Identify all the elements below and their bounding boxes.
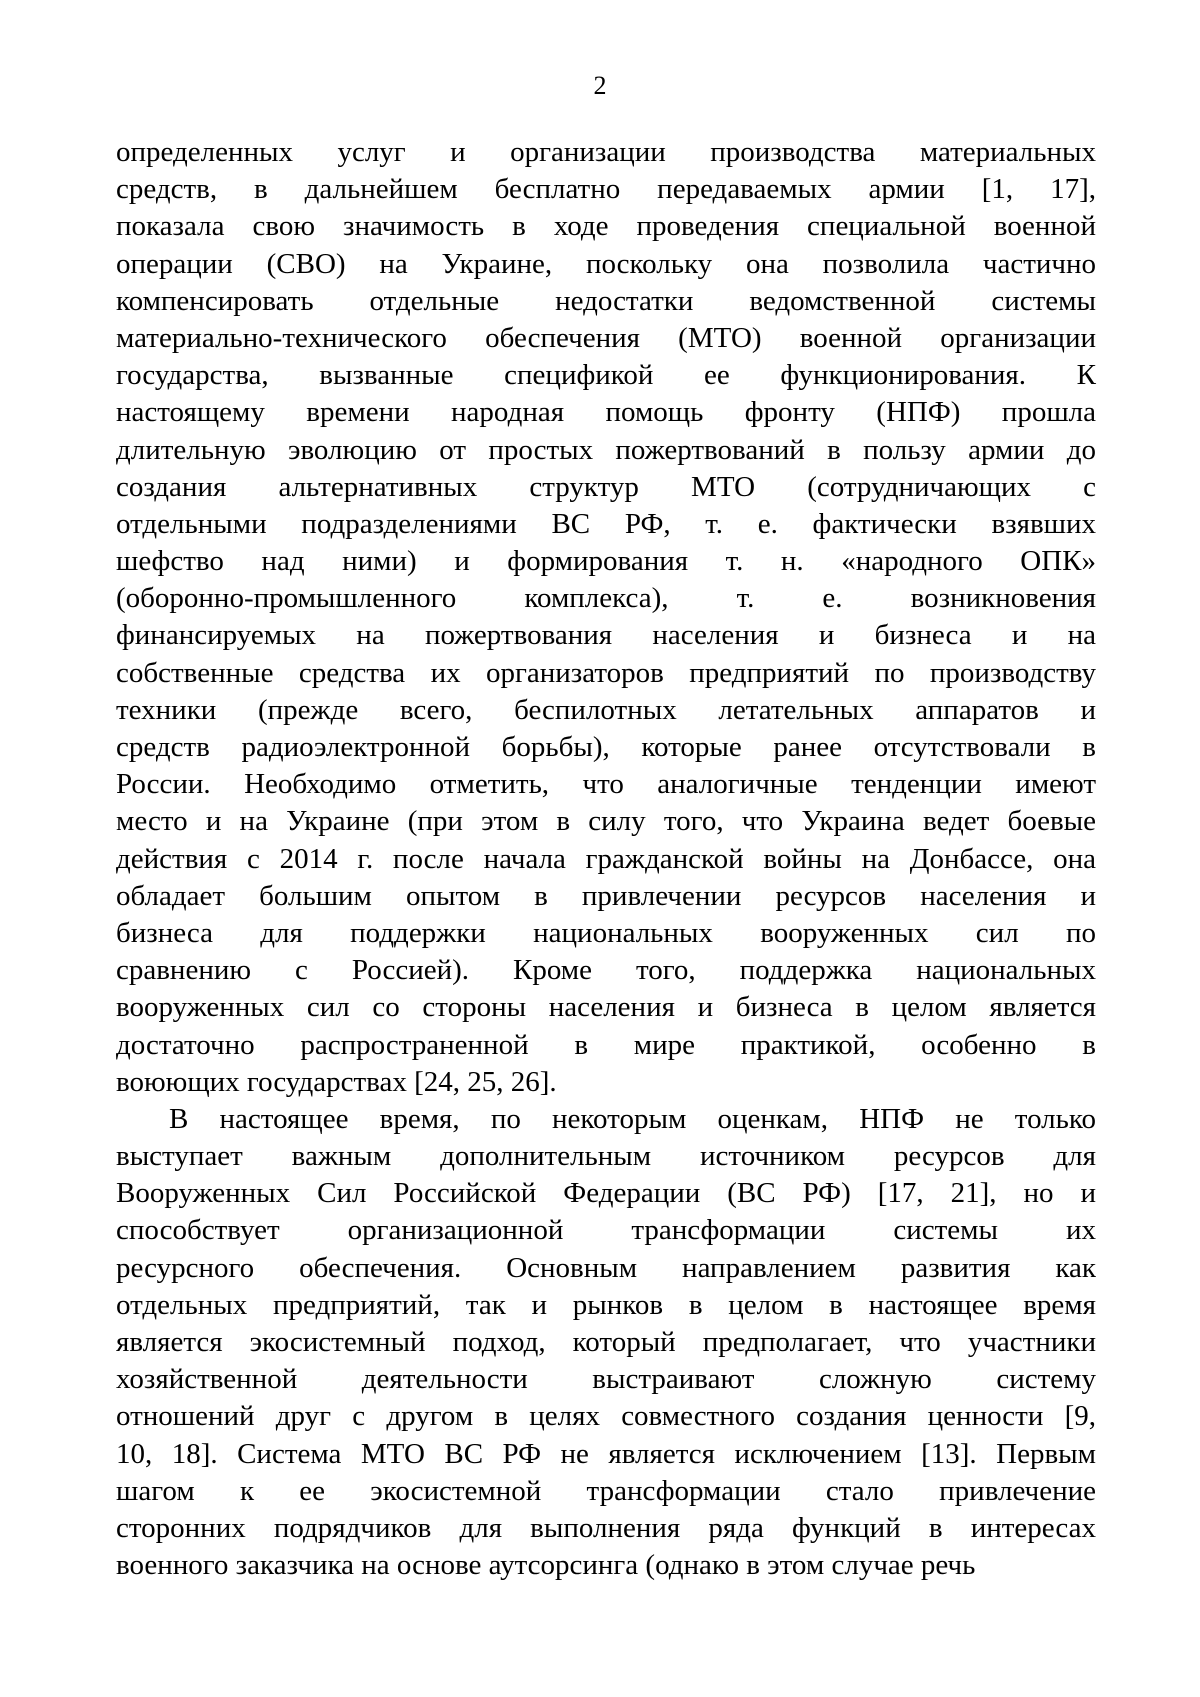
text-line: сторонних подрядчиков для выполнения ряда функций в интересах [116, 1511, 1096, 1544]
text-line: шагом к ее экосистемной трансформации стало привлечение [116, 1474, 1096, 1507]
page-number: 2 [593, 71, 607, 100]
text-line: государства, вызванные спецификой ее функционирования. К [116, 359, 1096, 392]
text-line: создания альтернативных структур МТО (сотрудничающих с [116, 470, 1096, 503]
text-line: военного заказчика на основе аутсорсинга (однако в этом случае речь [116, 1549, 976, 1582]
text-line: средств радиоэлектронной борьбы), которые ранее отсутствовали в [116, 731, 1096, 763]
text-line: определенных услуг и организации производства материальных [116, 136, 1096, 168]
paragraph-2 [116, 1101, 1096, 1584]
text-line: действия с 2014 г. после начала гражданской войны на Донбассе, она [116, 842, 1096, 875]
text-line: средств, в дальнейшем бесплатно передаваемых армии [1, 17], [116, 173, 1096, 206]
text-line: материально-технического обеспечения (МТО) военной организации [116, 321, 1096, 354]
text-line: техники (прежде всего, беспилотных летательных аппаратов и [116, 693, 1096, 726]
text-line: является экосистемный подход, который предполагает, что участники [116, 1326, 1096, 1358]
text-line: ресурсного обеспечения. Основным направлением развития как [116, 1251, 1096, 1284]
text-line: сравнению с Россией). Кроме того, поддержка национальных [116, 954, 1096, 987]
text-line: (оборонно-промышленного комплекса), т. е. возникновения [116, 582, 1096, 615]
text-line: обладает большим опытом в привлечении ресурсов населения и [116, 879, 1096, 912]
text-line: компенсировать отдельные недостатки ведомственной системы [116, 284, 1096, 317]
text-line: выступает важным дополнительным источником ресурсов для [116, 1140, 1096, 1173]
text-line: отдельными подразделениями ВС РФ, т. е. фактически взявших [116, 507, 1096, 540]
text-line: финансируемых на пожертвования населения и бизнеса и на [116, 619, 1096, 652]
text-line: бизнеса для поддержки национальных вооруженных сил по [116, 916, 1096, 949]
paragraph-1 [116, 134, 1096, 1101]
text-line: достаточно распространенной в мире практикой, особенно в [116, 1028, 1096, 1061]
text-line: России. Необходимо отметить, что аналогичные тенденции имеют [116, 768, 1096, 801]
text-line: вооруженных сил со стороны населения и бизнеса в целом является [116, 991, 1096, 1024]
text-line: воюющих государствах [24, 25, 26]. [116, 1065, 557, 1098]
text-line: шефство над ними) и формирования т. н. «народного ОПК» [116, 545, 1096, 578]
text-line: операции (СВО) на Украине, поскольку она позволила частично [116, 247, 1096, 280]
body-text [116, 134, 1096, 1584]
text-line: место и на Украине (при этом в силу того, что Украина ведет боевые [116, 805, 1096, 838]
text-line: Вооруженных Сил Российской Федерации (ВС РФ) [17, 21], но и [116, 1177, 1096, 1210]
text-line: 10, 18]. Система МТО ВС РФ не является исключением [13]. Первым [116, 1437, 1096, 1470]
text-line: собственные средства их организаторов предприятий по производству [116, 656, 1096, 689]
text-line: отношений друг с другом в целях совместного создания ценности [9, [116, 1400, 1096, 1433]
text-line: длительную эволюцию от простых пожертвований в пользу армии до [116, 433, 1096, 466]
text-line: настоящему времени народная помощь фронту (НПФ) прошла [116, 396, 1096, 429]
text-line: способствует организационной трансформации системы их [116, 1214, 1096, 1247]
text-line: хозяйственной деятельности выстраивают сложную систему [116, 1363, 1096, 1396]
text-line: показала свою значимость в ходе проведения специальной военной [116, 210, 1096, 243]
text-line: В настоящее время, по некоторым оценкам, НПФ не только [169, 1102, 1096, 1135]
text-line: отдельных предприятий, так и рынков в целом в настоящее время [116, 1288, 1096, 1321]
